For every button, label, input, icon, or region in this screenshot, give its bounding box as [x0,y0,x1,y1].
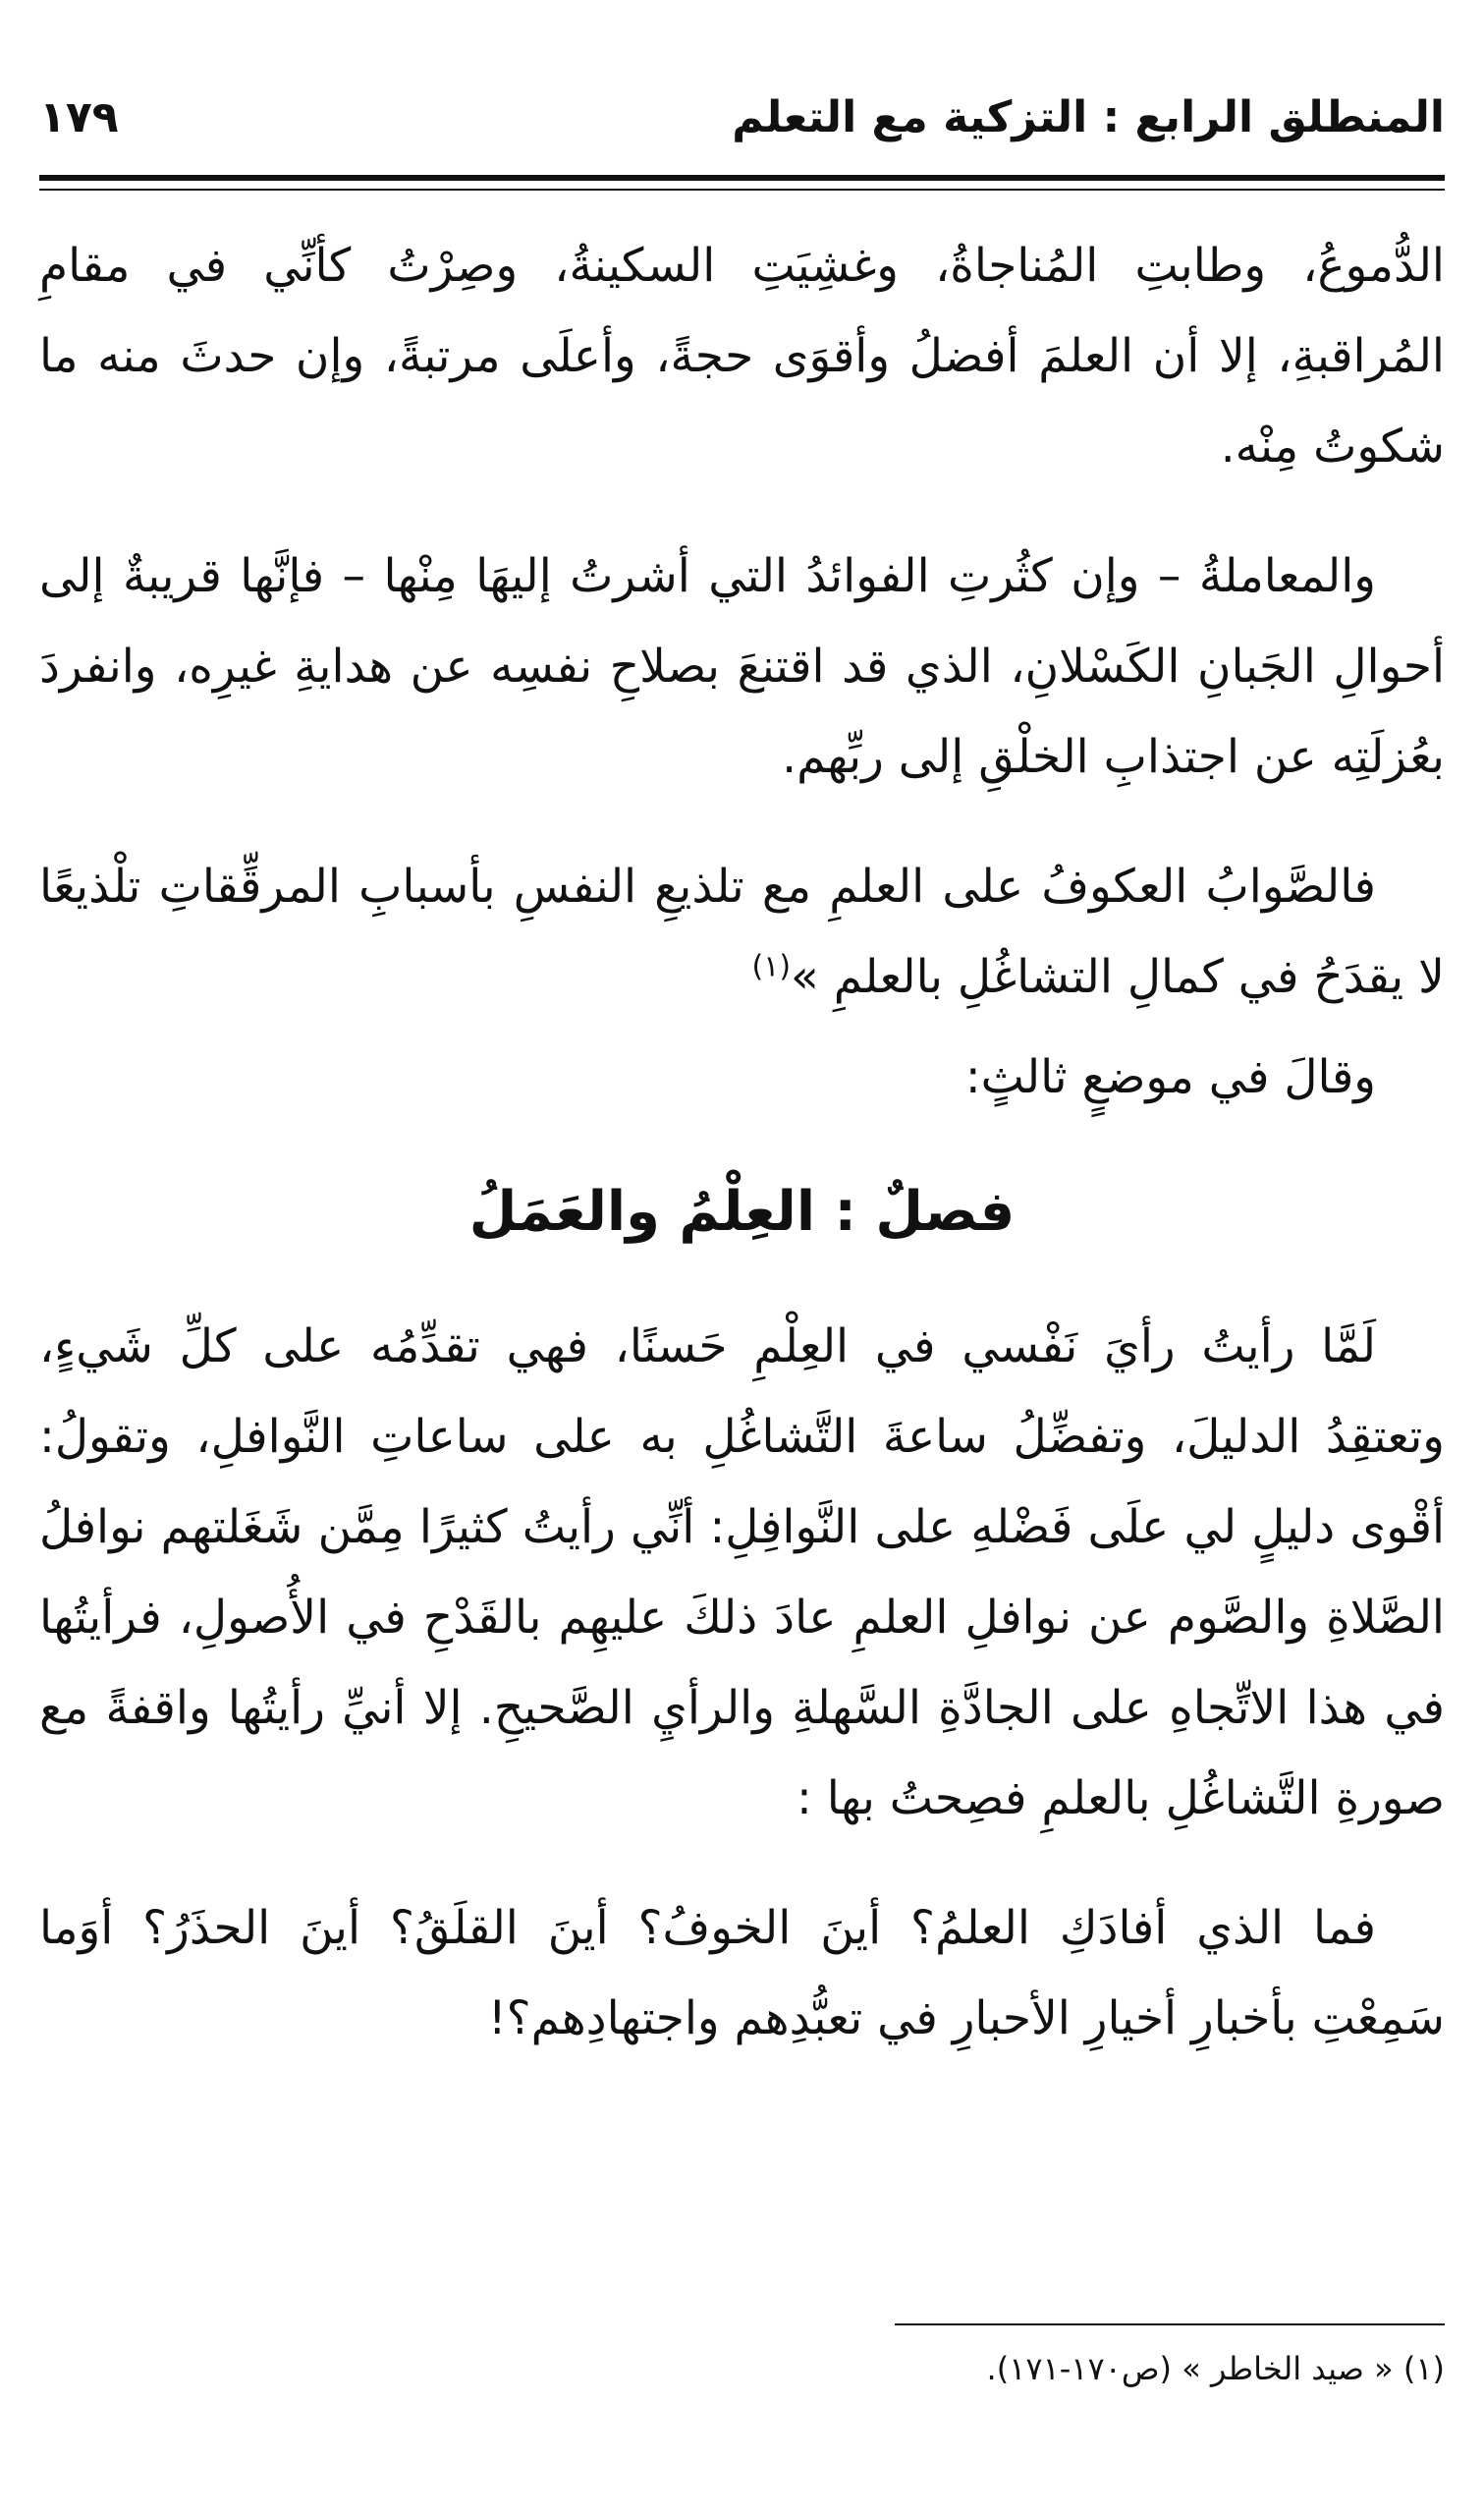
header-rule-thick [39,175,1445,181]
section-heading: فصلٌ : العِلْمُ والعَمَلُ [468,1180,1016,1244]
header-rule-thin [39,189,1445,191]
page-number: ١٧٩ [39,92,119,142]
running-title: المنطلق الرابع : التزكية مع التعلم [732,92,1445,142]
body-text [39,221,1445,2103]
page-header [39,84,1445,162]
footnote: (١) « صيد الخاطر » (ص١٧٠-١٧١). [986,2350,1445,2387]
section-paragraph-2: فما الذي أفادَكِ العلمُ؟ أينَ الخوفُ؟ أينَ القلَقُ؟ أينَ الحذَرُ؟ أوَما سَمِعْتِ بأخبارِ أخيارِ الأحبارِ في تعبُّدِهم واجتهادِهم؟! [39,1901,1445,2045]
paragraph-2: والمعاملةُ – وإن كثُرتِ الفوائدُ التي أشرتُ إليهَا مِنْها – فإنَّها قريبةٌ إلى أحوالِ الجَبانِ الكَسْلانِ، الذي قد اقتنعَ بصلاحِ نفسِه عن هدايةِ غيرِه، وانفردَ بعُزلَتِه عن اجتذابِ الخلْقِ إلى ربِّهم. [39,549,1445,784]
paragraph-3 [39,842,1445,1023]
footnote-reference: (١) [751,949,792,984]
section-paragraph-1: لَمَّا رأيتُ رأيَ نَفْسي في العِلْمِ حَسنًا، فهي تقدِّمُه على كلِّ شَيءٍ، وتعتقِدُ الدليلَ، وتفضِّلُ ساعةَ التَّشاغُلِ به على ساعاتِ النَّوافلِ، وتقولُ: أقْوى دليلٍ لي علَى فَضْلهِ على النَّوافِلِ: أنِّي رأيتُ كثيرًا مِمَّن شَغَلتهم نوافلُ الصَّلاةِ والصَّوم عن نوافلِ العلمِ عادَ ذلكَ عليهِم بالقَدْحِ في الأُصولِ، فرأيتُها في هذا الاتِّجاهِ على الجادَّةِ السَّهلةِ والرأيِ الصَّحيحِ. إلا أنيِّ رأيتُها واقفةً مع صورةِ التَّشاغُلِ بالعلمِ فصِحتُ بها : [39,1319,1445,1825]
footnote-rule [895,2323,1445,2325]
intro-line: وقالَ في موضعٍ ثالثٍ: [964,1050,1376,1104]
paragraph-3-text: فالصَّوابُ العكوفُ على العلمِ مع تلذيعِ النفسِ بأسبابِ المرقِّقاتِ تلْذيعًا لا يقدَحُ في كمالِ التشاغُلِ بالعلمِ » [39,860,1445,1004]
paragraph-1: الدُّموعُ، وطابتِ المُناجاةُ، وغشِيَتِ السكينةُ، وصِرْتُ كأنِّي في مقامِ المُراقبةِ، إلا أن العلمَ أفضلُ وأقوَى حجةً، وأعلَى مرتبةً، وإن حدثَ منه ما شكوتُ مِنْه. [39,239,1445,474]
